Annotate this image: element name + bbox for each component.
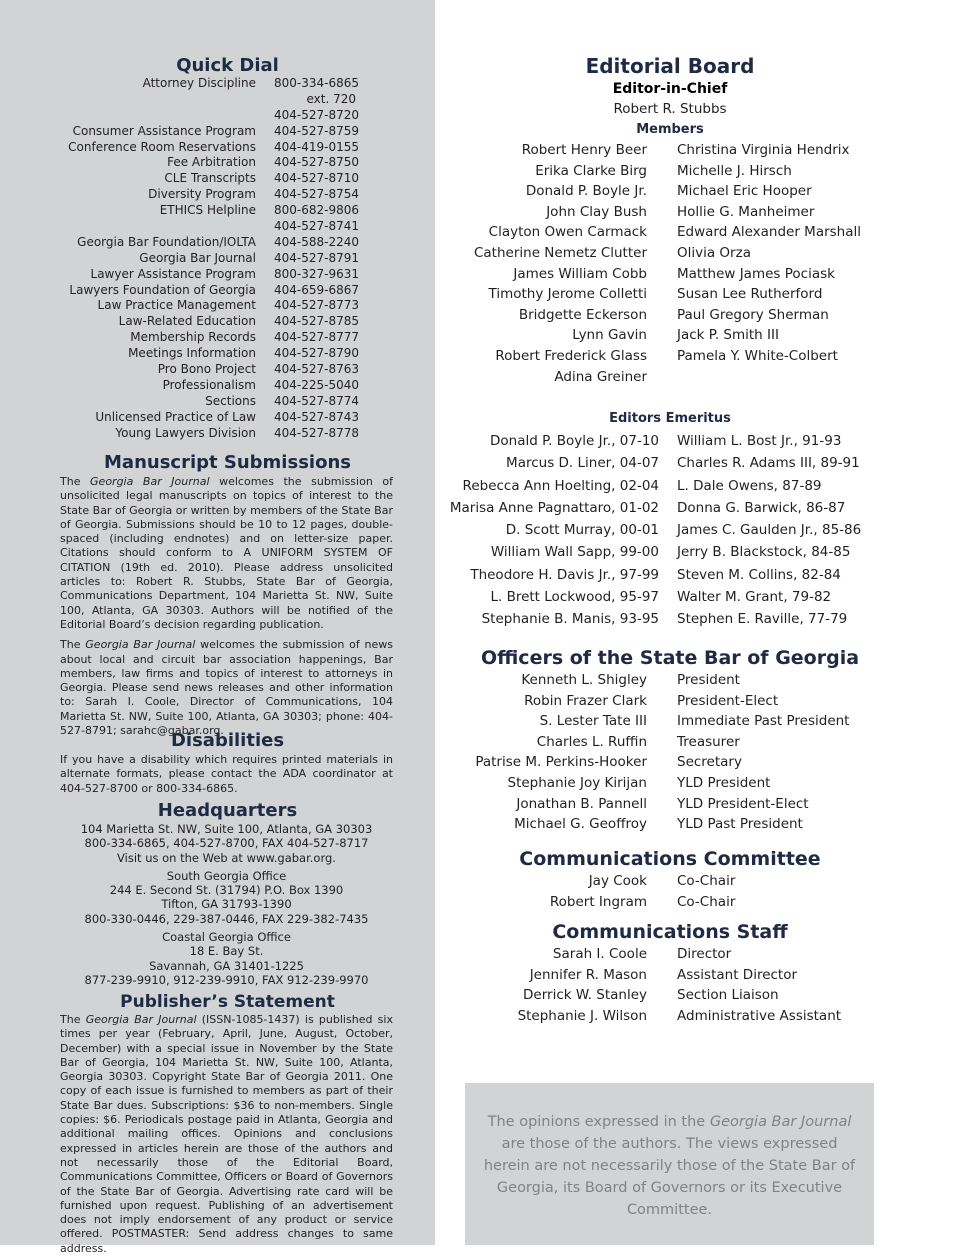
- member-name: Robert Henry Beer: [521, 142, 647, 158]
- member-value: Christina Virginia Hendrix: [677, 142, 850, 158]
- journal-name: Georgia Bar Journal: [85, 1013, 197, 1026]
- emeritus-value: Donna G. Barwick, 86-87: [677, 499, 846, 516]
- quick-dial-row: [60, 267, 380, 283]
- emeritus-name: Theodore H. Davis Jr., 97-99: [470, 566, 659, 583]
- quick-dial-number: 404-527-8710: [274, 171, 360, 186]
- officer-name: Robin Frazer Clark: [524, 692, 647, 709]
- member-value: Hollie G. Manheimer: [677, 203, 815, 220]
- staff-list: [435, 944, 960, 1026]
- emeritus-value: Stephen E. Raville, 77-79: [677, 611, 848, 628]
- member-name: Clayton Owen Carmack: [488, 224, 647, 241]
- quick-dial-row: [60, 362, 380, 378]
- emeritus-value: Steven M. Collins, 82-84: [677, 566, 841, 583]
- member-row: [435, 161, 960, 182]
- disabilities-text: If you have a disability which requires printed materials in alternate formats, please contact the ADA coordinator at 404-527-8700 or 800-334-6865.: [60, 753, 393, 795]
- right-column: [435, 0, 960, 1245]
- members-label: Members: [636, 122, 704, 137]
- member-value: Jack P. Smith III: [677, 327, 779, 344]
- emeritus-value: James C. Gaulden Jr., 85-86: [677, 522, 862, 539]
- officer-name: Kenneth L. Shigley: [521, 672, 647, 688]
- address-line: 244 E. Second St. (31794) P.O. Box 1390: [109, 883, 344, 898]
- manuscript-title: Manuscript Submissions: [104, 452, 351, 473]
- quick-dial-label: Diversity Program: [148, 187, 256, 202]
- journal-name: Georgia Bar Journal: [709, 1114, 852, 1130]
- emeritus-row: [435, 586, 960, 608]
- member-row: [435, 181, 960, 202]
- south-georgia-office: [60, 869, 393, 926]
- staff-title: Communications Staff: [552, 921, 788, 943]
- quick-dial-number: 404-419-0155: [274, 139, 360, 154]
- disabilities-section: [60, 753, 393, 796]
- quick-dial-row: [60, 140, 380, 156]
- emeritus-name: William Wall Sapp, 99-00: [490, 544, 659, 561]
- member-value: Susan Lee Rutherford: [677, 286, 823, 303]
- publisher-title: Publisher’s Statement: [120, 992, 335, 1012]
- quick-dial-list: [60, 76, 380, 441]
- member-value: Michelle J. Hirsch: [677, 162, 792, 179]
- editors-emeritus-list: [435, 430, 960, 631]
- member-row: [435, 202, 960, 223]
- member-name: Robert Frederick Glass: [495, 347, 647, 364]
- emeritus-value: William L. Bost Jr., 91-93: [677, 433, 842, 449]
- member-row: [435, 284, 960, 305]
- member-name: Bridgette Eckerson: [518, 306, 647, 323]
- committee-list: [435, 871, 960, 912]
- staff-name: Derrick W. Stanley: [523, 987, 647, 1004]
- opinion-disclaimer-text: The opinions expressed in the Georgia Bar Journal are those of the authors. The views expressed herein are not necessarily those of the State Bar of Georgia, its Board of Governors or its Executive Committee.: [483, 1114, 856, 1218]
- quick-dial-title: Quick Dial: [176, 55, 279, 76]
- quick-dial-number: 800-334-6865: [274, 76, 360, 90]
- quick-dial-number: 404-527-8790: [274, 346, 360, 361]
- quick-dial-number: 404-527-8743: [274, 409, 360, 424]
- member-name: Erika Clarke Birg: [535, 162, 647, 179]
- officer-value: Secretary: [677, 754, 742, 771]
- quick-dial-number: 404-527-8778: [274, 425, 360, 440]
- officer-value: President-Elect: [677, 692, 779, 709]
- quick-dial-number: 404-527-8720: [274, 107, 360, 122]
- quick-dial-number: 404-527-8750: [274, 155, 360, 170]
- member-value: Edward Alexander Marshall: [677, 224, 862, 241]
- member-row: [435, 305, 960, 326]
- quick-dial-label: ETHICS Helpline: [159, 203, 256, 218]
- quick-dial-number: 404-527-8777: [274, 330, 360, 345]
- quick-dial-row: [60, 330, 380, 346]
- member-row: [435, 264, 960, 285]
- member-value: Matthew James Pociask: [677, 265, 835, 282]
- quick-dial-label: Young Lawyers Division: [115, 425, 256, 440]
- member-row: [435, 140, 960, 161]
- member-value: Olivia Orza: [677, 244, 751, 261]
- emeritus-value: Walter M. Grant, 79-82: [677, 589, 832, 606]
- quick-dial-number: 404-527-8759: [274, 123, 360, 138]
- address-line: South Georgia Office: [166, 868, 287, 883]
- emeritus-row: [435, 541, 960, 563]
- quick-dial-number: 404-659-6867: [274, 282, 360, 297]
- opinion-disclaimer-box: [465, 1083, 874, 1245]
- emeritus-row: [435, 475, 960, 497]
- quick-dial-label: Lawyers Foundation of Georgia: [69, 282, 256, 297]
- member-name: James William Cobb: [513, 265, 647, 282]
- quick-dial-label: Pro Bono Project: [157, 362, 256, 377]
- officer-row: [435, 814, 960, 835]
- quick-dial-label: Professionalism: [162, 377, 256, 392]
- journal-name: Georgia Bar Journal: [90, 475, 210, 488]
- quick-dial-row: [60, 251, 380, 267]
- address-line: Tifton, GA 31793-1390: [161, 897, 292, 912]
- staff-value: Administrative Assistant: [677, 1007, 842, 1024]
- emeritus-name: L. Brett Lockwood, 95-97: [490, 589, 659, 606]
- quick-dial-row: [60, 283, 380, 299]
- officer-name: S. Lester Tate III: [539, 713, 647, 730]
- quick-dial-number: 404-527-8791: [274, 250, 360, 265]
- officer-row: [435, 670, 960, 691]
- staff-value: Assistant Director: [677, 966, 798, 983]
- emeritus-row: [435, 452, 960, 474]
- member-name: Catherine Nemetz Clutter: [473, 244, 647, 261]
- officer-row: [435, 752, 960, 773]
- quick-dial-number: 800-682-9806: [274, 203, 360, 218]
- emeritus-value: Charles R. Adams III, 89-91: [677, 455, 860, 472]
- staff-row: [435, 985, 960, 1006]
- member-value: Michael Eric Hooper: [677, 183, 812, 200]
- member-name: Lynn Gavin: [572, 327, 647, 344]
- coastal-georgia-office: [60, 930, 393, 987]
- member-name: Donald P. Boyle Jr.: [525, 183, 647, 200]
- staff-name: Jennifer R. Mason: [529, 966, 647, 983]
- officer-name: Michael G. Geoffroy: [514, 816, 647, 833]
- quick-dial-number: 404-527-8774: [274, 393, 360, 408]
- officer-row: [435, 773, 960, 794]
- committee-value: Co-Chair: [677, 873, 736, 889]
- officer-name: Patrise M. Perkins-Hooker: [475, 754, 647, 771]
- quick-dial-row: [60, 76, 380, 92]
- emeritus-name: Marcus D. Liner, 04-07: [506, 455, 659, 472]
- emeritus-name: Stephanie B. Manis, 93-95: [481, 611, 659, 628]
- officers-list: [435, 670, 960, 835]
- member-value: Pamela Y. White-Colbert: [677, 347, 838, 364]
- staff-name: Sarah I. Coole: [552, 946, 647, 962]
- quick-dial-number: 404-527-8741: [274, 219, 360, 234]
- quick-dial-number: 404-527-8785: [274, 314, 360, 329]
- member-name: Timothy Jerome Colletti: [488, 286, 647, 303]
- address-line: 800-330-0446, 229-387-0446, FAX 229-382-7435: [84, 911, 369, 926]
- member-name: John Clay Bush: [546, 203, 647, 220]
- quick-dial-row: [60, 394, 380, 410]
- officer-name: Stephanie Joy Kirijan: [507, 774, 647, 791]
- member-row: [435, 367, 960, 388]
- staff-name: Stephanie J. Wilson: [517, 1007, 647, 1024]
- disabilities-title: Disabilities: [170, 730, 285, 751]
- emeritus-row: [435, 519, 960, 541]
- officer-value: President: [677, 672, 740, 688]
- quick-dial-label: [60, 219, 256, 235]
- emeritus-value: Jerry B. Blackstock, 84-85: [677, 544, 851, 561]
- officers-title: Officers of the State Bar of Georgia: [480, 647, 860, 669]
- staff-value: Section Liaison: [677, 987, 779, 1004]
- quick-dial-label: [60, 108, 256, 124]
- quick-dial-row: [60, 171, 380, 187]
- publisher-text: The Georgia Bar Journal (ISSN-1085-1437) is published six times per year (February, April, June, August, October, December) with a special issue in November by the State Bar of Georgia, 104 Marietta St. NW, Suite 100, Atlanta, Georgia 30303. Copyright State Bar of Georgia 2011. One copy of each issue is furnished to members as part of their State Bar dues. Subscriptions: $36 to non-members. Single copies: $6. Periodicals postage paid in Atlanta, Georgia and additional mailing offices. Opinions and conclusions expressed in articles herein are those of the authors and not necessarily those of the Editorial Board, Communications Committee, Officers or Board of Governors of the State Bar of Georgia. Advertising rate card will be furnished upon request. Publishing of an advertisement does not imply endorsement of any product or service offered. POSTMASTER: Send address changes to same address.: [60, 1013, 393, 1255]
- main-office-address: [60, 822, 393, 865]
- manuscript-paragraph-2: The Georgia Bar Journal welcomes the submission of news about local and circuit bar association happenings, Bar members, law firms and topics of interest to attorneys in Georgia. Please send news releases and other information to: Sarah I. Coole, Director of Communications, 104 Marietta St. NW, Suite 100, Atlanta, GA 30303; phone: 404-527-8791; sarahc@gabar.org.: [60, 638, 393, 738]
- publisher-section: [60, 1013, 393, 1256]
- quick-dial-number: ext. 720: [306, 91, 356, 106]
- quick-dial-row: [60, 155, 380, 171]
- address-line: 18 E. Bay St.: [189, 944, 264, 959]
- editor-in-chief-label: Editor-in-Chief: [612, 81, 728, 97]
- quick-dial-number: 404-588-2240: [274, 234, 360, 249]
- member-row: [435, 222, 960, 243]
- staff-value: Director: [677, 946, 732, 962]
- manuscript-paragraph-1: The Georgia Bar Journal welcomes the submission of unsolicited legal manuscripts on topics of interest to the State Bar of Georgia or written by members of the State Bar of Georgia. Submissions should be 10 to 12 pages, double-spaced (including endnotes) and on letter-size paper. Citations should conform to A UNIFORM SYSTEM OF CITATION (19th ed. 2010). Please address unsolicited articles to: Robert R. Stubbs, State Bar of Georgia, Communications Department, 104 Marietta St. NW, Suite 100, Atlanta, GA 30303. Authors will be notified of the Editorial Board’s decision regarding publication.: [60, 475, 393, 631]
- address-line: 800-334-6865, 404-527-8700, FAX 404-527-8717: [84, 836, 369, 851]
- quick-dial-label: Law Practice Management: [97, 298, 256, 313]
- committee-value: Co-Chair: [677, 893, 736, 910]
- emeritus-row: [435, 564, 960, 586]
- quick-dial-label: Membership Records: [130, 330, 256, 345]
- quick-dial-row: [60, 235, 380, 251]
- quick-dial-label: Conference Room Reservations: [68, 139, 256, 154]
- journal-name: Georgia Bar Journal: [85, 638, 196, 652]
- staff-row: [435, 965, 960, 986]
- quick-dial-row: [60, 410, 380, 426]
- address-line: 104 Marietta St. NW, Suite 100, Atlanta, GA 30303: [80, 822, 373, 836]
- officer-value: YLD President-Elect: [677, 795, 809, 812]
- officer-row: [435, 794, 960, 815]
- committee-title: Communications Committee: [519, 848, 821, 870]
- quick-dial-number: 404-225-5040: [274, 377, 360, 392]
- quick-dial-label: [60, 92, 256, 108]
- left-column: [0, 0, 435, 1255]
- officer-value: YLD Past President: [677, 816, 803, 833]
- address-line: Savannah, GA 31401-1225: [149, 958, 304, 973]
- quick-dial-row: [60, 314, 380, 330]
- members-list: [435, 140, 960, 387]
- emeritus-name: Rebecca Ann Hoelting, 02-04: [462, 477, 659, 494]
- quick-dial-number: 404-527-8773: [274, 298, 360, 313]
- officer-row: [435, 711, 960, 732]
- emeritus-name: D. Scott Murray, 00-01: [505, 522, 659, 539]
- emeritus-row: [435, 430, 960, 452]
- member-name: Adina Greiner: [554, 368, 647, 385]
- quick-dial-label: CLE Transcripts: [164, 171, 256, 186]
- manuscript-section: [60, 475, 393, 738]
- headquarters-section: [60, 822, 393, 987]
- quick-dial-row: [60, 203, 380, 219]
- quick-dial-row: [60, 346, 380, 362]
- committee-name: Jay Cook: [588, 873, 647, 889]
- quick-dial-label: Sections: [205, 393, 256, 408]
- quick-dial-row: [60, 92, 380, 108]
- quick-dial-row: [60, 426, 380, 442]
- quick-dial-row: [60, 187, 380, 203]
- officer-name: Jonathan B. Pannell: [516, 795, 647, 812]
- quick-dial-label: Unlicensed Practice of Law: [95, 409, 256, 424]
- member-row: [435, 325, 960, 346]
- officer-value: Treasurer: [677, 733, 740, 750]
- member-row: [435, 346, 960, 367]
- quick-dial-row: [60, 298, 380, 314]
- staff-row: [435, 944, 960, 965]
- officer-value: Immediate Past President: [677, 713, 850, 730]
- committee-name: Robert Ingram: [549, 893, 647, 910]
- emeritus-value: L. Dale Owens, 87-89: [677, 477, 822, 494]
- quick-dial-label: Law-Related Education: [118, 314, 256, 329]
- quick-dial-number: 404-527-8754: [274, 187, 360, 202]
- editorial-board-title: Editorial Board: [585, 54, 755, 78]
- quick-dial-row: [60, 108, 380, 124]
- quick-dial-label: Lawyer Assistance Program: [90, 266, 256, 281]
- quick-dial-row: [60, 378, 380, 394]
- quick-dial-number: 404-527-8763: [274, 362, 360, 377]
- officer-row: [435, 732, 960, 753]
- quick-dial-label: Meetings Information: [128, 346, 256, 361]
- committee-row: [435, 871, 960, 892]
- quick-dial-label: Attorney Discipline: [142, 76, 256, 90]
- address-line: Visit us on the Web at www.gabar.org.: [117, 850, 336, 865]
- quick-dial-row: [60, 124, 380, 140]
- quick-dial-label: Georgia Bar Foundation/IOLTA: [77, 234, 256, 249]
- editor-in-chief-name: Robert R. Stubbs: [613, 101, 727, 117]
- committee-row: [435, 892, 960, 913]
- address-line: 877-239-9910, 912-239-9910, FAX 912-239-9970: [84, 972, 369, 987]
- officer-name: Charles L. Ruffin: [536, 733, 647, 750]
- quick-dial-label: Consumer Assistance Program: [72, 123, 256, 138]
- officer-value: YLD President: [677, 774, 771, 791]
- headquarters-title: Headquarters: [157, 800, 298, 821]
- member-row: [435, 243, 960, 264]
- address-line: Coastal Georgia Office: [162, 930, 291, 945]
- emeritus-row: [435, 497, 960, 519]
- emeritus-name: Donald P. Boyle Jr., 07-10: [490, 433, 659, 449]
- quick-dial-row: [60, 219, 380, 235]
- member-value: Paul Gregory Sherman: [677, 306, 829, 323]
- officer-row: [435, 691, 960, 712]
- emeritus-row: [435, 608, 960, 630]
- emeritus-name: Marisa Anne Pagnattaro, 01-02: [449, 499, 659, 516]
- quick-dial-label: Fee Arbitration: [167, 155, 256, 170]
- quick-dial-number: 800-327-9631: [274, 266, 360, 281]
- editors-emeritus-label: Editors Emeritus: [609, 411, 731, 426]
- staff-row: [435, 1006, 960, 1027]
- quick-dial-label: Georgia Bar Journal: [139, 250, 256, 265]
